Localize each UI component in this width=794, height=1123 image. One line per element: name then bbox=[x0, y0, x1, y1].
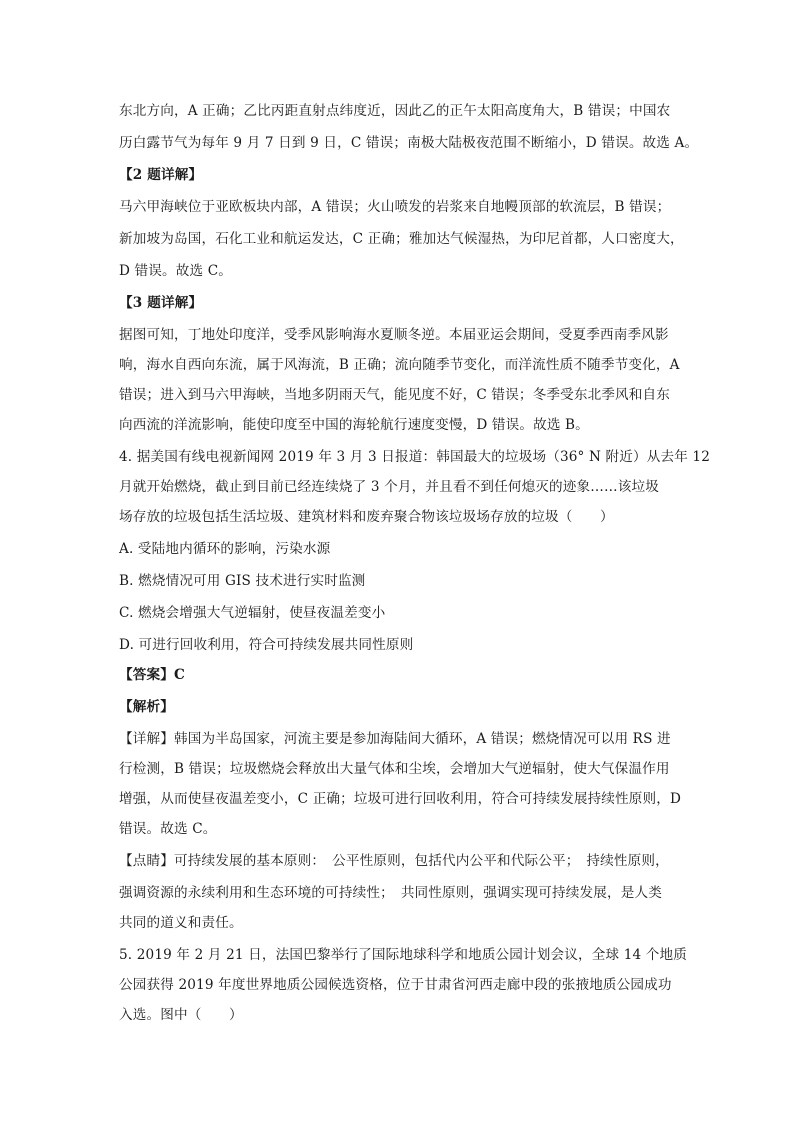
option-d: D. 可进行回收利用，符合可持续发展共同性原则 bbox=[119, 637, 414, 653]
text-line: 东北方向，A 正确；乙比丙距直射点纬度近，因此乙的正午太阳高度角大，B 错误；中国农 bbox=[119, 103, 671, 119]
answer-label: 【答案】C bbox=[119, 667, 185, 683]
question-line: 公园获得 2019 年度世界地质公园候选资格，位于甘肃省河西走廊中段的张掖地质公园成功 bbox=[119, 977, 672, 993]
question-line: 月就开始燃烧，截止到目前已经连续烧了 3 个月，并且看不到任何熄灭的迹象……该垃圾 bbox=[119, 479, 660, 495]
question-line: 入选。图中（ ） bbox=[119, 1007, 243, 1023]
text-line: 强调资源的永续利用和生态环境的可持续性； 共同性原则，强调实现可持续发展，是人类 bbox=[119, 885, 662, 901]
question-line: 4. 据美国有线电视新闻网 2019 年 3 月 3 日报道：韩国最大的垃圾场（36° N 附近）从去年 12 bbox=[119, 449, 711, 465]
text-line: 马六甲海峡位于亚欧板块内部，A 错误；火山喷发的岩浆来自地幔顶部的软流层，B 错误； bbox=[119, 199, 671, 215]
text-line: 行检测，B 错误；垃圾燃烧会释放出大量气体和尘埃，会增加大气逆辐射，使大气保温作用 bbox=[119, 761, 670, 777]
section-heading: 【3 题详解】 bbox=[119, 295, 203, 311]
text-line: 新加坡为岛国，石化工业和航运发达，C 正确；雅加达气候湿热，为印尼首都，人口密度大， bbox=[119, 231, 684, 247]
text-line: 历白露节气为每年 9 月 7 日到 9 日，C 错误；南极大陆极夜范围不断缩小，D 错误。故选 A。 bbox=[119, 135, 699, 151]
option-a: A. 受陆地内循环的影响，污染水源 bbox=[119, 541, 331, 557]
question-line: 场存放的垃圾包括生活垃圾、建筑材料和废弃聚合物该垃圾场存放的垃圾（ ） bbox=[119, 509, 614, 525]
analysis-heading: 【解析】 bbox=[119, 699, 174, 715]
text-line: 错误。故选 C。 bbox=[119, 821, 217, 837]
text-line: 增强，从而使昼夜温差变小，C 正确；垃圾可进行回收利用，符合可持续发展持续性原则，D bbox=[119, 791, 682, 807]
text-line: 共同的道义和责任。 bbox=[119, 915, 243, 931]
text-line: 【详解】韩国为半岛国家，河流主要是参加海陆间大循环，A 错误；燃烧情况可以用 RS 进 bbox=[119, 731, 671, 747]
text-line: 响，海水自西向东流，属于风海流，B 正确；流向随季节变化，而洋流性质不随季节变化，A bbox=[119, 357, 680, 373]
question-line: 5. 2019 年 2 月 21 日，法国巴黎举行了国际地球科学和地质公园计划会议，全球 14 个地质 bbox=[119, 947, 688, 963]
section-heading: 【2 题详解】 bbox=[119, 167, 203, 183]
option-c: C. 燃烧会增强大气逆辐射，使昼夜温差变小 bbox=[119, 605, 386, 621]
text-line: 据图可知，丁地处印度洋，受季风影响海水夏顺冬逆。本届亚运会期间，受夏季西南季风影 bbox=[119, 327, 669, 343]
text-line: 向西流的洋流影响，能使印度至中国的海轮航行速度变慢，D 错误。故选 B。 bbox=[119, 417, 589, 433]
text-line: 错误；进入到马六甲海峡，当地多阴雨天气，能见度不好，C 错误；冬季受东北季风和自东 bbox=[119, 387, 671, 403]
text-line: D 错误。故选 C。 bbox=[119, 263, 233, 279]
text-line: 【点睛】可持续发展的基本原则： 公平性原则，包括代内公平和代际公平； 持续性原则， bbox=[119, 853, 669, 869]
option-b: B. 燃烧情况可用 GIS 技术进行实时监测 bbox=[119, 573, 366, 589]
